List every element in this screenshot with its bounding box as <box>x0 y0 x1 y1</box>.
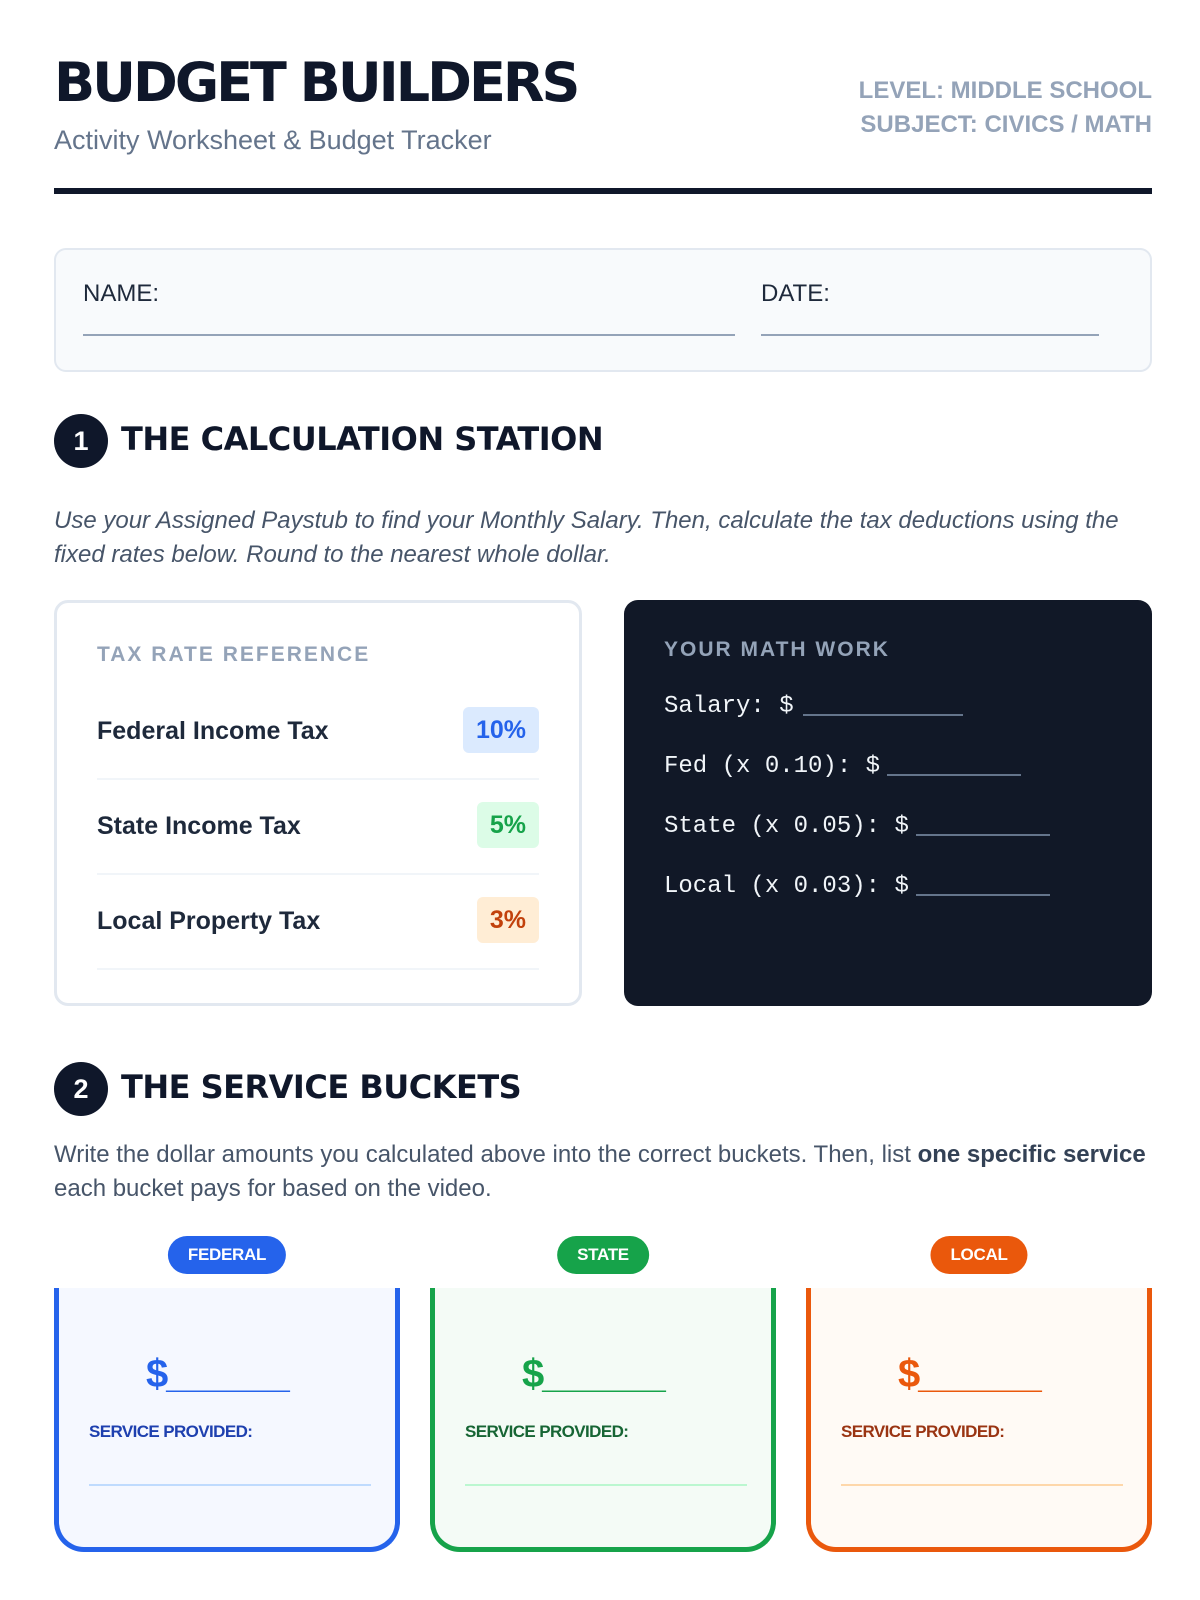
service-provided-label: SERVICE PROVIDED: <box>841 1422 1005 1441</box>
instructions-emphasis: one specific service <box>917 1141 1146 1168</box>
federal-answer-blank[interactable] <box>887 774 1021 776</box>
bucket-federal <box>54 1236 400 1554</box>
tax-row-label: Local Property Tax <box>97 907 321 935</box>
date-field[interactable] <box>761 334 1099 336</box>
math-line-salary: Salary: $ <box>664 693 794 720</box>
bucket-state <box>430 1236 776 1554</box>
section-1-instructions: Use your Assigned Paystub to find your Monthly Salary. Then, calculate the tax deductions using the fixed rates below. Round to the nearest whole dollar. <box>54 507 1119 568</box>
subject-text: SUBJECT: CIVICS / MATH <box>860 111 1152 138</box>
state-answer-blank[interactable] <box>916 834 1050 836</box>
tax-row-label: State Income Tax <box>97 812 301 840</box>
level-text: LEVEL: MIDDLE SCHOOL <box>858 77 1152 104</box>
service-provided-field[interactable] <box>465 1484 747 1486</box>
student-info-box <box>54 248 1152 372</box>
bucket-body <box>806 1288 1152 1552</box>
bucket-body <box>54 1288 400 1552</box>
worksheet-title: BUDGET BUILDERS <box>54 51 578 114</box>
tax-row-label: Federal Income Tax <box>97 717 329 745</box>
bucket-label-pill: LOCAL <box>930 1236 1027 1274</box>
tax-reference-title: TAX RATE REFERENCE <box>97 643 371 666</box>
tax-rate-badge: 10% <box>463 707 539 753</box>
worksheet-subtitle: Activity Worksheet & Budget Tracker <box>54 125 492 155</box>
tax-row-local <box>97 875 539 970</box>
bucket-amount-blank[interactable]: $______ <box>146 1352 288 1396</box>
math-line-local: Local (x 0.03): $ <box>664 873 909 900</box>
bucket-local <box>806 1236 1152 1554</box>
local-answer-blank[interactable] <box>916 894 1050 896</box>
bucket-label-pill: FEDERAL <box>168 1236 286 1274</box>
math-line-state: State (x 0.05): $ <box>664 813 909 840</box>
name-label: NAME: <box>83 280 160 307</box>
bucket-label-pill: STATE <box>557 1236 649 1274</box>
section-2-title: THE SERVICE BUCKETS <box>121 1068 522 1106</box>
service-provided-label: SERVICE PROVIDED: <box>89 1422 253 1441</box>
date-label: DATE: <box>761 280 830 307</box>
instructions-text: Write the dollar amounts you calculated above into the correct buckets. Then, list <box>54 1141 918 1168</box>
instructions-text: each bucket pays for based on the video. <box>54 1175 492 1202</box>
tax-row-state <box>97 780 539 875</box>
worksheet-header <box>54 52 1152 194</box>
section-1-number: 1 <box>54 414 108 468</box>
bucket-amount-blank[interactable]: $______ <box>898 1352 1040 1396</box>
section-2-number: 2 <box>54 1062 108 1116</box>
math-work-card <box>624 600 1152 1006</box>
math-work-title: YOUR MATH WORK <box>664 638 890 661</box>
section-1-title: THE CALCULATION STATION <box>121 420 604 458</box>
worksheet-page <box>54 0 1152 1600</box>
worksheet-meta <box>859 74 1152 142</box>
tax-rate-badge: 3% <box>477 897 539 943</box>
service-provided-field[interactable] <box>89 1484 371 1486</box>
section-2-instructions <box>54 1138 1152 1206</box>
tax-rate-reference-card <box>54 600 582 1006</box>
service-provided-field[interactable] <box>841 1484 1123 1486</box>
name-field[interactable] <box>83 334 735 336</box>
bucket-amount-blank[interactable]: $______ <box>522 1352 664 1396</box>
bucket-body <box>430 1288 776 1552</box>
tax-row-federal <box>97 685 539 780</box>
tax-rate-badge: 5% <box>477 802 539 848</box>
service-provided-label: SERVICE PROVIDED: <box>465 1422 629 1441</box>
salary-answer-blank[interactable] <box>803 714 963 716</box>
math-line-federal: Fed (x 0.10): $ <box>664 753 881 780</box>
